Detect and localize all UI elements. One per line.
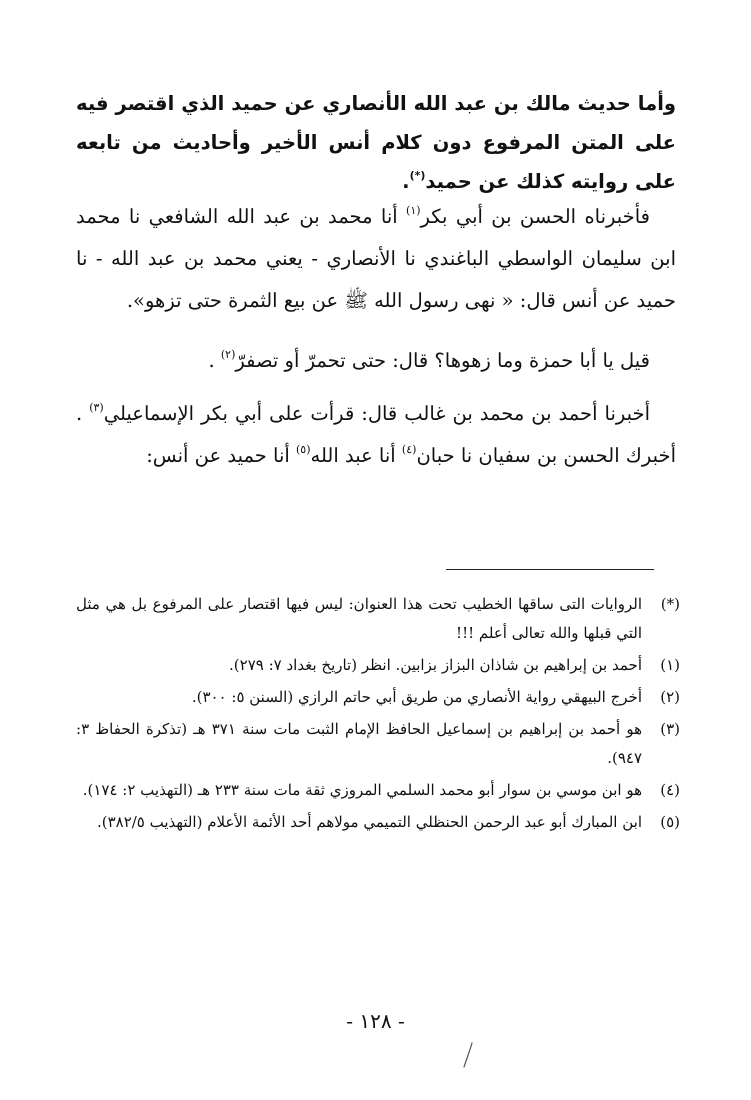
- footnote: [76, 715, 680, 773]
- p1-part2: أنا محمد بن عبد الله الشافعي نا محمد ابن سليمان الواسطي الباغندي نا الأنصاري - يعني محمد بن عبد الله - نا حميد عن أنس قال: « نهى رسول الله ﷺ عن بيع الثمرة حتى تزهو».: [76, 205, 676, 312]
- ref-4: (٤): [401, 443, 417, 456]
- footnote-text: هو ابن موسي بن سوار أبو محمد السلمي المروزي ثقة مات سنة ٢٣٣ هـ (التهذيب ٢: ١٧٤).: [82, 781, 642, 799]
- p1-part1: فأخبرناه الحسن بن أبي بكر: [420, 205, 650, 228]
- paragraph-1: [76, 196, 676, 322]
- footnote-separator: [446, 569, 654, 570]
- footnote-text: أخرج البيهقي رواية الأنصاري من طريق أبي حاتم الرازي (السنن ٥: ٣٠٠).: [191, 688, 642, 706]
- footnotes: [76, 590, 680, 840]
- footnote-marker: (٢): [660, 688, 680, 706]
- footnote: [76, 808, 680, 837]
- footnote-marker: (*): [660, 595, 680, 613]
- footnote-text: هو أحمد بن إبراهيم بن إسماعيل الحافظ الإمام الثبت مات سنة ٣٧١ هـ (تذكرة الحفاظ ٣: ٩٤٧).: [76, 720, 642, 767]
- p3-part4: أنا حميد عن أنس:: [146, 444, 296, 467]
- p2-part2: .: [208, 349, 221, 372]
- paragraph-3: [76, 393, 676, 477]
- footnote-marker: (٤): [660, 781, 680, 799]
- pen-stroke-mark: [458, 1040, 478, 1070]
- ref-3: (٣): [89, 401, 104, 414]
- footnote-marker: (٥): [660, 813, 680, 831]
- p3-part3: أنا عبد الله: [310, 444, 402, 467]
- p3-part1: أخبرنا أحمد بن محمد بن غالب قال: قرأت على أبي بكر الإسماعيلي: [103, 402, 650, 425]
- ref-5: (٥): [296, 443, 311, 456]
- footnote-marker: (٣): [660, 720, 680, 738]
- footnote-text: أحمد بن إبراهيم بن شاذان البزاز بزابين. انظر (تاريخ بغداد ٧: ٢٧٩).: [229, 656, 642, 674]
- footnote: [76, 683, 680, 712]
- paragraph-2: [76, 340, 676, 382]
- heading-text: وأما حديث مالك بن عبد الله الأنصاري عن حميد الذي اقتصر فيه على المتن المرفوع دون كلام أنس الأخير وأحاديث من تابعه على روايته كذلك عن حميد: [76, 92, 676, 193]
- footnote: [76, 776, 680, 805]
- section-heading: وأما حديث مالك بن عبد الله الأنصاري عن حميد الذي اقتصر فيه على المتن المرفوع دون كلام أنس الأخير وأحاديث من تابعه على روايته كذلك عن حميد(*).: [76, 92, 676, 193]
- footnote-marker: (١): [660, 656, 680, 674]
- ref-1: (١): [406, 204, 421, 217]
- heading-note-marker: (*): [409, 169, 426, 182]
- p3-part2: . أخبرك الحسن بن سفيان نا حبان: [76, 402, 676, 467]
- footnote: [76, 651, 680, 680]
- ref-2: (٢): [220, 348, 236, 361]
- footnote: [76, 590, 680, 648]
- footnote-text: الروايات التى ساقها الخطيب تحت هذا العنوان: ليس فيها اقتصار على المرفوع بل هي مثل التي قبلها والله تعالى أعلم !!!: [76, 595, 642, 642]
- page-number: - ١٢٨ -: [346, 1009, 405, 1033]
- footnote-text: ابن المبارك أبو عبد الرحمن الحنظلي التميمي مولاهم أحد الأئمة الأعلام (التهذيب ٣٨٢/٥).: [96, 813, 642, 831]
- p2-part1: قيل يا أبا حمزة وما زهوها؟ قال: حتى تحمرّ أو تصفرّ: [235, 349, 650, 372]
